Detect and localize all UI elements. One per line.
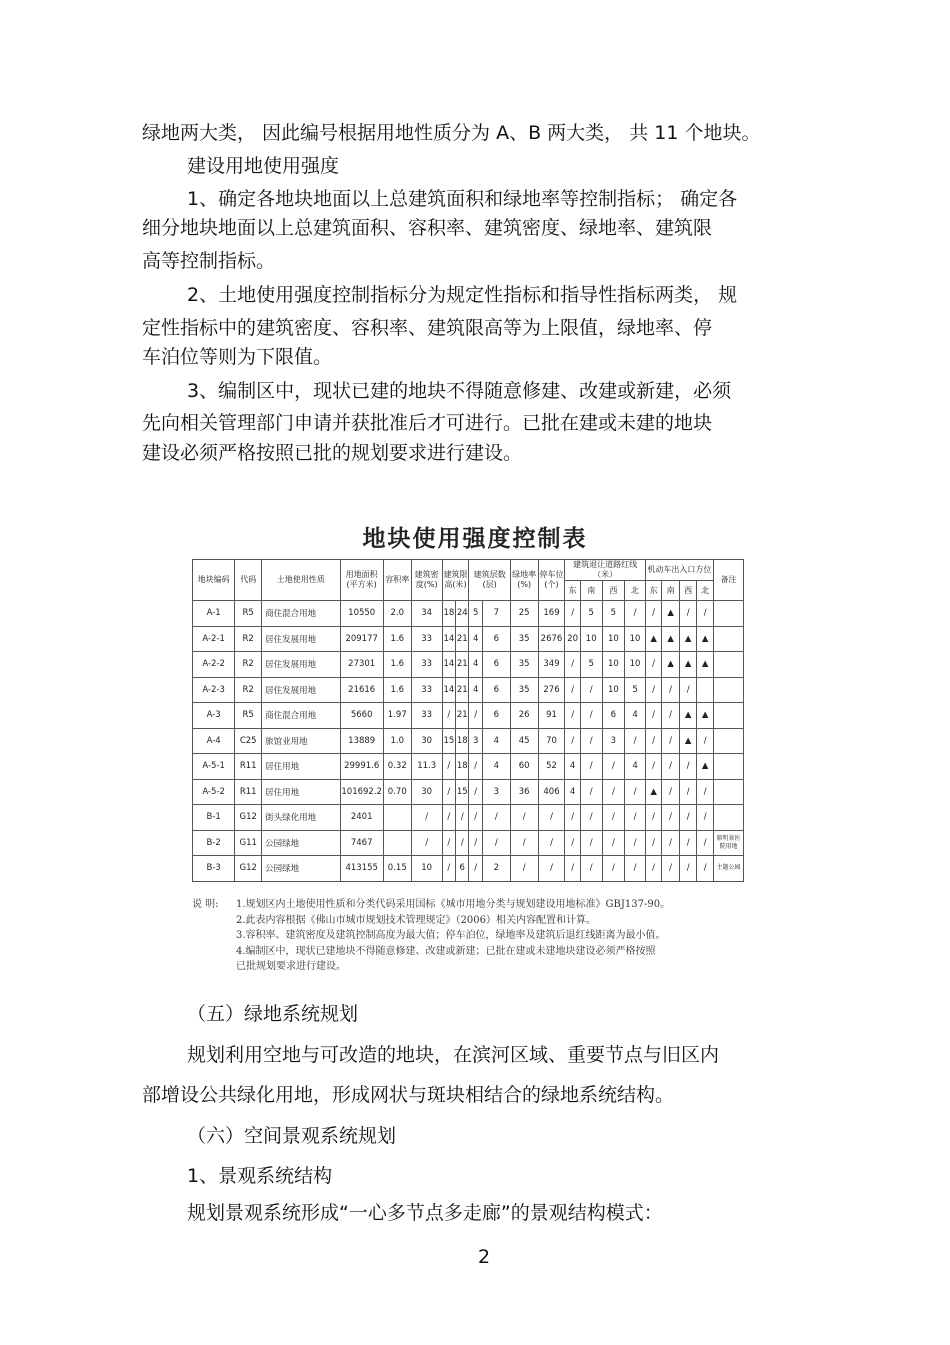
- table-cell: /: [679, 677, 697, 703]
- table-cell: /: [442, 779, 455, 805]
- table-cell: 0.32: [383, 754, 411, 780]
- table-cell: 5: [580, 652, 602, 678]
- table-cell: 4: [469, 626, 482, 652]
- table-row: [193, 652, 744, 678]
- table-cell: 15: [442, 728, 455, 754]
- table-cell: 4: [565, 754, 580, 780]
- table-cell: 18: [442, 601, 455, 627]
- table-cell: ▲: [679, 728, 697, 754]
- note-item: 1.规划区内土地使用性质和分类代码采用国标《城市用地分类与规划建设用地标准》GBJ137-90。: [236, 899, 671, 910]
- table-cell: A-5-2: [193, 779, 235, 805]
- table-cell: 18: [456, 728, 469, 754]
- table-cell: /: [565, 677, 580, 703]
- table-cell: G12: [235, 856, 262, 882]
- header-setback: 建筑退让道路红线（米）: [565, 560, 645, 581]
- table-cell: /: [442, 754, 455, 780]
- paragraph-line: 车泊位等则为下限值。: [142, 346, 333, 368]
- table-cell: [713, 703, 743, 729]
- table-cell: ▲: [679, 652, 697, 678]
- table-cell: /: [679, 779, 697, 805]
- table-cell: ▲: [662, 652, 680, 678]
- table-cell: 1.97: [383, 703, 411, 729]
- table-cell: /: [645, 703, 662, 729]
- table-cell: G11: [235, 830, 262, 856]
- table-cell: 居住发展用地: [262, 677, 340, 703]
- header-id: 地块编码: [193, 560, 235, 601]
- table-cell: 10: [602, 677, 625, 703]
- header-east: 东: [645, 581, 662, 601]
- header-south: 南: [662, 581, 680, 601]
- table-cell: 商住混合用地: [262, 601, 340, 627]
- table-row: [193, 728, 744, 754]
- table-cell: 2.0: [383, 601, 411, 627]
- table-cell: 2401: [340, 805, 383, 831]
- note-item: 3.容积率、建筑密度及建筑控制高度为最大值；停车泊位，绿地率及建筑后退红线距离为最小值。: [236, 930, 666, 941]
- table-cell: ▲: [697, 703, 714, 729]
- table-cell: /: [411, 805, 442, 831]
- table-notes: [192, 897, 670, 975]
- table-cell: 2: [482, 856, 510, 882]
- table-cell: /: [565, 601, 580, 627]
- table-cell: 公园绿地: [262, 830, 340, 856]
- table-cell: 10: [602, 652, 625, 678]
- section-heading: 建设用地使用强度: [187, 155, 340, 177]
- table-cell: /: [625, 779, 646, 805]
- table-cell: /: [442, 856, 455, 882]
- table-cell: ▲: [697, 754, 714, 780]
- table-row: [193, 626, 744, 652]
- table-cell: [713, 652, 743, 678]
- table-cell: /: [469, 703, 482, 729]
- table-cell: 5660: [340, 703, 383, 729]
- table-cell: /: [662, 754, 680, 780]
- table-cell: G12: [235, 805, 262, 831]
- table-cell: 209177: [340, 626, 383, 652]
- header-height: 建筑限高(米): [442, 560, 469, 601]
- header-land-use: 土地使用性质: [262, 560, 340, 601]
- notes-label: 说 明:: [192, 899, 219, 910]
- section-heading: （五）绿地系统规划: [187, 1003, 359, 1025]
- paragraph-line: 3、编制区中，现状已建的地块不得随意修建、改建或新建，必须: [187, 380, 732, 402]
- table-cell: 349: [538, 652, 565, 678]
- table-cell: /: [580, 779, 602, 805]
- table-cell: [713, 601, 743, 627]
- table-cell: 居住发展用地: [262, 652, 340, 678]
- table-cell: /: [580, 830, 602, 856]
- table-cell: /: [538, 856, 565, 882]
- paragraph-line: 定性指标中的建筑密度、容积率、建筑限高等为上限值，绿地率、停: [142, 317, 713, 339]
- table-cell: 21: [456, 652, 469, 678]
- table-cell: /: [697, 601, 714, 627]
- header-density: 建筑密度(%): [411, 560, 442, 601]
- table-cell: 13889: [340, 728, 383, 754]
- table-cell: 商住混合用地: [262, 703, 340, 729]
- table-cell: /: [442, 703, 455, 729]
- table-cell: 4: [625, 703, 646, 729]
- table-cell: /: [456, 830, 469, 856]
- table-cell: /: [469, 805, 482, 831]
- table-cell: R2: [235, 652, 262, 678]
- table-cell: 21: [456, 626, 469, 652]
- table-cell: R2: [235, 677, 262, 703]
- paragraph-line: 先向相关管理部门申请并获批准后才可进行。已批在建或未建的地块: [142, 412, 713, 434]
- header-south: 南: [580, 581, 602, 601]
- table-cell: 60: [510, 754, 538, 780]
- table-cell: 70: [538, 728, 565, 754]
- table-cell: /: [662, 830, 680, 856]
- table-cell: 36: [510, 779, 538, 805]
- table-cell: /: [602, 830, 625, 856]
- table-cell: /: [662, 703, 680, 729]
- table-cell: 7: [482, 601, 510, 627]
- table-cell: /: [625, 856, 646, 882]
- table-cell: /: [645, 830, 662, 856]
- table-cell: /: [469, 830, 482, 856]
- table-cell: 24: [456, 601, 469, 627]
- table-cell: 15: [456, 779, 469, 805]
- table-cell: 4: [565, 779, 580, 805]
- header-green: 绿地率(%): [510, 560, 538, 601]
- table-cell: 6: [602, 703, 625, 729]
- table-cell: /: [482, 830, 510, 856]
- table-cell: /: [565, 652, 580, 678]
- table-cell: 6: [482, 652, 510, 678]
- table-cell: /: [645, 856, 662, 882]
- table-cell: 旅馆业用地: [262, 728, 340, 754]
- table-cell: 5: [580, 601, 602, 627]
- table-cell: 主题公园: [713, 856, 743, 882]
- table-cell: ▲: [679, 626, 697, 652]
- table-cell: /: [565, 703, 580, 729]
- table-cell: R2: [235, 626, 262, 652]
- table-cell: A-1: [193, 601, 235, 627]
- table-cell: /: [442, 830, 455, 856]
- table-row: [193, 601, 744, 627]
- table-row: [193, 805, 744, 831]
- page-number: 2: [477, 1246, 491, 1268]
- header-north: 北: [697, 581, 714, 601]
- table-cell: /: [645, 677, 662, 703]
- note-item: 4.编制区中，现状已建地块不得随意修建、改建或新建；已批在建或未建地块建设必须严格按照: [236, 945, 656, 957]
- paragraph-line: 建设必须严格按照已批的规划要求进行建设。: [142, 442, 523, 464]
- table-cell: /: [565, 728, 580, 754]
- header-parking: 停车位(个): [538, 560, 565, 601]
- table-cell: /: [580, 754, 602, 780]
- table-cell: 34: [411, 601, 442, 627]
- table-cell: 33: [411, 652, 442, 678]
- table-cell: 14: [442, 677, 455, 703]
- table-row: [193, 856, 744, 882]
- table-cell: /: [565, 856, 580, 882]
- table-cell: 21: [456, 703, 469, 729]
- header-floors: 建筑层数(层): [469, 560, 510, 601]
- paragraph-line: 部增设公共绿化用地，形成网状与斑块相结合的绿地系统结构。: [142, 1084, 675, 1106]
- control-table: [192, 559, 744, 882]
- table-cell: C25: [235, 728, 262, 754]
- table-cell: [713, 779, 743, 805]
- table-cell: 10: [602, 626, 625, 652]
- paragraph-line: 规划景观系统形成“一心多节点多走廊”的景观结构模式：: [187, 1202, 663, 1224]
- table-cell: 276: [538, 677, 565, 703]
- table-cell: 0.15: [383, 856, 411, 882]
- header-west: 西: [679, 581, 697, 601]
- table-cell: 18: [456, 754, 469, 780]
- table-cell: /: [565, 805, 580, 831]
- table-cell: /: [602, 856, 625, 882]
- table-cell: B-1: [193, 805, 235, 831]
- table-cell: /: [697, 856, 714, 882]
- table-cell: 101692.2: [340, 779, 383, 805]
- table-cell: R5: [235, 601, 262, 627]
- paragraph-line: 高等控制指标。: [142, 250, 276, 272]
- table-cell: /: [456, 805, 469, 831]
- table-cell: /: [469, 779, 482, 805]
- table-cell: 6: [482, 626, 510, 652]
- table-cell: /: [580, 677, 602, 703]
- table-cell: 10: [625, 652, 646, 678]
- table-cell: 2676: [538, 626, 565, 652]
- table-cell: /: [482, 805, 510, 831]
- header-far: 容积率: [383, 560, 411, 601]
- table-cell: 14: [442, 626, 455, 652]
- table-cell: /: [679, 754, 697, 780]
- table-cell: 7467: [340, 830, 383, 856]
- section-heading: （六）空间景观系统规划: [187, 1125, 397, 1147]
- table-cell: 0.70: [383, 779, 411, 805]
- table-cell: 公园绿地: [262, 856, 340, 882]
- table-cell: A-2-1: [193, 626, 235, 652]
- table-cell: [383, 830, 411, 856]
- table-cell: /: [602, 754, 625, 780]
- table-row: [193, 754, 744, 780]
- table-cell: 52: [538, 754, 565, 780]
- table-cell: 10: [411, 856, 442, 882]
- table-cell: /: [662, 805, 680, 831]
- table-cell: /: [625, 601, 646, 627]
- table-cell: 169: [538, 601, 565, 627]
- table-cell: /: [469, 856, 482, 882]
- table-cell: /: [625, 830, 646, 856]
- table-cell: /: [662, 779, 680, 805]
- table-cell: /: [645, 754, 662, 780]
- table-cell: 4: [469, 652, 482, 678]
- table-cell: 4: [482, 754, 510, 780]
- table-cell: 原明景医院用地: [713, 830, 743, 856]
- table-cell: [713, 754, 743, 780]
- table-cell: /: [645, 805, 662, 831]
- table-cell: /: [662, 728, 680, 754]
- header-east: 东: [565, 581, 580, 601]
- table-cell: 3: [482, 779, 510, 805]
- table-title: 地块使用强度控制表: [362, 526, 588, 552]
- table-cell: A-4: [193, 728, 235, 754]
- table-cell: B-3: [193, 856, 235, 882]
- table-cell: 6: [482, 677, 510, 703]
- table-cell: /: [679, 601, 697, 627]
- table-cell: /: [580, 703, 602, 729]
- table-cell: /: [510, 830, 538, 856]
- table-cell: /: [697, 728, 714, 754]
- table-cell: 25: [510, 601, 538, 627]
- table-cell: 街头绿化用地: [262, 805, 340, 831]
- table-cell: A-5-1: [193, 754, 235, 780]
- table-cell: /: [662, 856, 680, 882]
- table-cell: 4: [469, 677, 482, 703]
- header-code: 代码: [235, 560, 262, 601]
- table-cell: /: [679, 856, 697, 882]
- table-cell: /: [645, 652, 662, 678]
- paragraph-line: 细分地块地面以上总建筑面积、容积率、建筑密度、绿地率、建筑限: [142, 217, 713, 239]
- table-cell: /: [580, 805, 602, 831]
- table-cell: /: [662, 677, 680, 703]
- header-remark: 备注: [713, 560, 743, 601]
- table-cell: 6: [456, 856, 469, 882]
- table-cell: ▲: [645, 626, 662, 652]
- table-cell: /: [602, 805, 625, 831]
- table-cell: 1.6: [383, 626, 411, 652]
- table-cell: 35: [510, 652, 538, 678]
- table-cell: /: [565, 830, 580, 856]
- table-cell: /: [697, 830, 714, 856]
- table-cell: 33: [411, 703, 442, 729]
- table-cell: /: [679, 830, 697, 856]
- table-cell: R11: [235, 779, 262, 805]
- table-cell: 1.6: [383, 652, 411, 678]
- table-cell: B-2: [193, 830, 235, 856]
- table-cell: R5: [235, 703, 262, 729]
- table-cell: [383, 805, 411, 831]
- table-cell: [713, 626, 743, 652]
- table-cell: /: [697, 779, 714, 805]
- table-cell: [713, 805, 743, 831]
- header-area: 用地面积(平方米): [340, 560, 383, 601]
- table-row: [193, 779, 744, 805]
- table-cell: /: [538, 830, 565, 856]
- table-cell: /: [510, 856, 538, 882]
- table-cell: 10: [625, 626, 646, 652]
- table-cell: 居住用地: [262, 754, 340, 780]
- table-cell: 21616: [340, 677, 383, 703]
- table-cell: A-3: [193, 703, 235, 729]
- note-item: 2.此表内容根据《佛山市城市规划技术管理规定》（2006）相关内容配置和计算。: [236, 914, 596, 926]
- table-cell: /: [625, 805, 646, 831]
- table-cell: 91: [538, 703, 565, 729]
- table-cell: 3: [602, 728, 625, 754]
- header-west: 西: [602, 581, 625, 601]
- table-cell: 30: [411, 779, 442, 805]
- table-cell: 居住用地: [262, 779, 340, 805]
- table-cell: /: [697, 805, 714, 831]
- header-north: 北: [625, 581, 646, 601]
- table-cell: /: [538, 805, 565, 831]
- header-entrance: 机动车出入口方位: [645, 560, 713, 581]
- table-cell: 20: [565, 626, 580, 652]
- table-cell: 5: [469, 601, 482, 627]
- table-cell: ▲: [679, 703, 697, 729]
- table-cell: A-2-2: [193, 652, 235, 678]
- table-cell: /: [469, 754, 482, 780]
- table-row: [193, 830, 744, 856]
- table-cell: /: [442, 805, 455, 831]
- table-cell: 27301: [340, 652, 383, 678]
- table-cell: 1.6: [383, 677, 411, 703]
- table-cell: 406: [538, 779, 565, 805]
- table-cell: 6: [482, 703, 510, 729]
- table-cell: ▲: [645, 779, 662, 805]
- table-cell: 3: [469, 728, 482, 754]
- table-cell: /: [679, 805, 697, 831]
- table-cell: 33: [411, 677, 442, 703]
- table-cell: ▲: [697, 626, 714, 652]
- note-item: 已批规划要求进行建设。: [236, 961, 346, 972]
- table-cell: /: [602, 779, 625, 805]
- table-cell: 11.3: [411, 754, 442, 780]
- table-cell: 5: [602, 601, 625, 627]
- table-cell: 1.0: [383, 728, 411, 754]
- table-cell: /: [580, 856, 602, 882]
- table-cell: /: [580, 728, 602, 754]
- table-cell: /: [625, 728, 646, 754]
- table-cell: 10550: [340, 601, 383, 627]
- table-cell: /: [645, 601, 662, 627]
- table-cell: 30: [411, 728, 442, 754]
- table-cell: 35: [510, 626, 538, 652]
- paragraph-line: 1、确定各地块地面以上总建筑面积和绿地率等控制指标； 确定各: [187, 188, 738, 210]
- table-cell: [713, 677, 743, 703]
- table-cell: ▲: [697, 652, 714, 678]
- table-cell: 居住发展用地: [262, 626, 340, 652]
- table-cell: 413155: [340, 856, 383, 882]
- table-cell: [697, 677, 714, 703]
- table-cell: A-2-3: [193, 677, 235, 703]
- table-cell: 29991.6: [340, 754, 383, 780]
- table-cell: 26: [510, 703, 538, 729]
- table-cell: 45: [510, 728, 538, 754]
- paragraph-line: 2、土地使用强度控制指标分为规定性指标和指导性指标两类， 规: [187, 284, 738, 306]
- paragraph-line: 规划利用空地与可改造的地块，在滨河区域、重要节点与旧区内: [187, 1044, 720, 1066]
- table-cell: /: [510, 805, 538, 831]
- table-cell: 33: [411, 626, 442, 652]
- table-cell: 5: [625, 677, 646, 703]
- table-cell: 14: [442, 652, 455, 678]
- table-cell: ▲: [662, 601, 680, 627]
- table-cell: R11: [235, 754, 262, 780]
- table-row: [193, 703, 744, 729]
- table-cell: ▲: [662, 626, 680, 652]
- table-cell: /: [645, 728, 662, 754]
- table-cell: 4: [625, 754, 646, 780]
- table-cell: 21: [456, 677, 469, 703]
- table-cell: 35: [510, 677, 538, 703]
- sub-heading: 1、景观系统结构: [187, 1165, 333, 1187]
- table-cell: 10: [580, 626, 602, 652]
- table-cell: [713, 728, 743, 754]
- paragraph-line: 绿地两大类， 因此编号根据用地性质分为 A、B 两大类， 共 11 个地块。: [142, 122, 761, 144]
- table-row: [193, 677, 744, 703]
- table-cell: 4: [482, 728, 510, 754]
- table-cell: /: [411, 830, 442, 856]
